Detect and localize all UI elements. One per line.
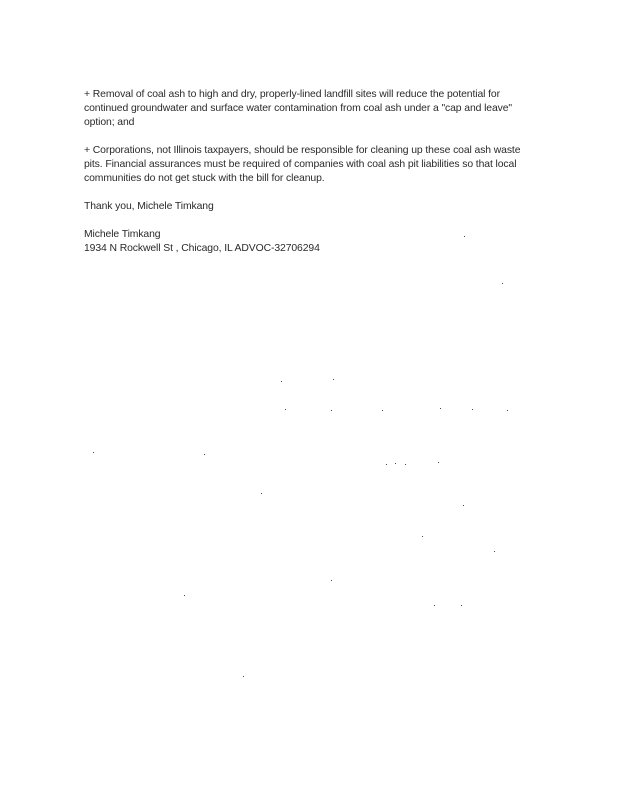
- scan-speck: [507, 410, 508, 411]
- signoff-line: Thank you, Michele Timkang: [84, 201, 214, 212]
- scan-speck: [281, 381, 282, 382]
- scan-speck: [333, 379, 334, 380]
- scan-speck: [461, 605, 462, 606]
- scan-speck: [382, 410, 383, 411]
- scan-speck: [395, 463, 396, 464]
- scan-speck: [502, 283, 503, 284]
- scan-speck: [285, 409, 286, 410]
- scan-speck: [243, 676, 244, 677]
- signature-address: 1934 N Rockwell St , Chicago, IL ADVOC-32706294: [84, 243, 320, 254]
- paragraph-corporate-responsibility: + Corporations, not Illinois taxpayers, should be responsible for cleaning up these coal ash waste pits. Financial assurances must be required of companies with coal ash pit liabilities so that local communities do not get stuck with the bill for cleanup.: [84, 145, 521, 184]
- scan-speck: [464, 236, 465, 237]
- scan-speck: [494, 551, 495, 552]
- scan-speck: [463, 505, 464, 506]
- document-body: [84, 88, 534, 256]
- scan-speck: [434, 605, 435, 606]
- scan-speck: [440, 408, 441, 409]
- scan-speck: [422, 536, 423, 537]
- scan-speck: [261, 493, 262, 494]
- scan-speck: [331, 580, 332, 581]
- scan-speck: [438, 462, 439, 463]
- scan-speck: [386, 464, 387, 465]
- scan-speck: [331, 410, 332, 411]
- paragraph-coal-ash-removal: + Removal of coal ash to high and dry, properly-lined landfill sites will reduce the potential for continued groundwater and surface water contamination from coal ash under a "cap and leave" option; and: [84, 89, 513, 128]
- signature-block: [84, 228, 534, 256]
- scan-speck: [184, 595, 185, 596]
- signature-name: Michele Timkang: [84, 229, 161, 240]
- scan-speck: [204, 454, 205, 455]
- scan-speck: [472, 409, 473, 410]
- scan-speck: [405, 464, 406, 465]
- scan-speck: [93, 452, 94, 453]
